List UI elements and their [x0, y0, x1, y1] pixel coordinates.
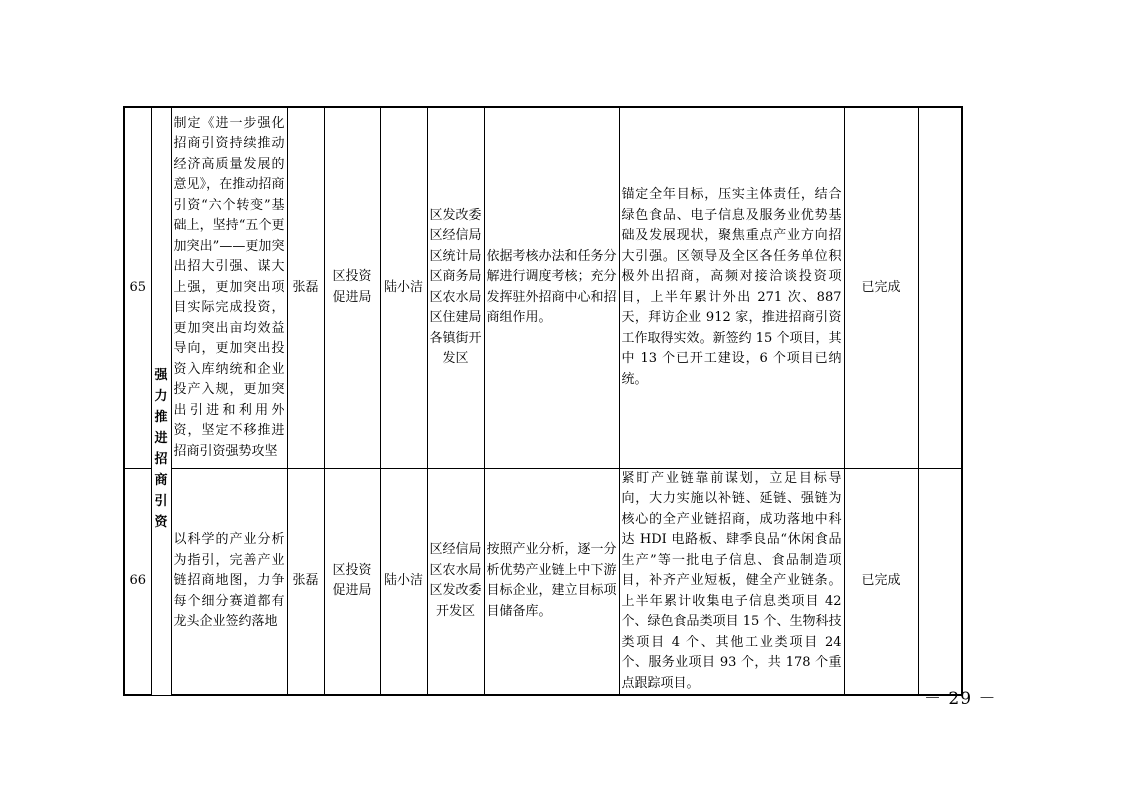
progress: 锚定全年目标，压实主体责任，结合绿色食品、电子信息及服务业优势基础及发展现状，聚焦重点产业方向招大引强。区领导及全区各任务单位积极外出招商，高频对接洽谈投资项目，上半年累计外出 271 次、887 天，拜访企业 912 家，推进招商引资工作取得实效。新签约 15 个项目，其中 13 个已开工建设，6 个项目已纳统。 — [619, 107, 844, 468]
category-cell — [151, 107, 171, 695]
cooperating-units: 区经信局区农水局区发改委开发区 — [427, 468, 484, 695]
progress: 紧盯产业链靠前谋划，立足目标导向，大力实施以补链、延链、强链为核心的全产业链招商，成功落地中科达 HDI 电路板、肆季良品“休闲食品生产”等一批电子信息、食品制造项目，补齐产业短板，健全产业链条。上半年累计收集电子信息类项目 42 个、绿色食品类项目 15 个、生物科技类项目 4 个、其他工业类项目 24 个、服务业项目 93 个，共 178 个重点跟踪项目。 — [619, 468, 844, 695]
task-table — [123, 106, 963, 696]
status: 已完成 — [844, 107, 918, 468]
measures: 依据考核办法和任务分解进行调度考核；充分发挥驻外招商中心和招商组作用。 — [484, 107, 619, 468]
lead-unit: 区投资促进局 — [324, 468, 380, 695]
table-row — [124, 468, 962, 695]
remark — [918, 107, 962, 468]
leader: 张磊 — [287, 468, 324, 695]
task-content: 制定《进一步强化招商引资持续推动经济高质量发展的意见》，在推动招商引资“六个转变”基础上，坚持“五个更加突出”——更加突出招大引强、谋大上强，更加突出项目实际完成投资，更加突出亩均效益导向，更加突出投资入库纳统和企业投产入规，更加突出引进和利用外资，坚定不移推进招商引资强势攻坚 — [171, 107, 287, 468]
remark — [918, 468, 962, 695]
page-number: － 29 － — [924, 689, 997, 709]
lead-unit: 区投资促进局 — [324, 107, 380, 468]
row-number: 66 — [124, 468, 151, 695]
task-content: 以科学的产业分析为指引，完善产业链招商地图，力争每个细分赛道都有龙头企业签约落地 — [171, 468, 287, 695]
category-label: 强力推进招商引资 — [154, 368, 168, 531]
row-number: 65 — [124, 107, 151, 468]
responsible-person: 陆小洁 — [380, 468, 427, 695]
responsible-person: 陆小洁 — [380, 107, 427, 468]
table-row — [124, 107, 962, 468]
measures: 按照产业分析，逐一分析优势产业链上中下游目标企业，建立目标项目储备库。 — [484, 468, 619, 695]
cooperating-units: 区发改委区经信局区统计局区商务局区农水局区住建局各镇街开发区 — [427, 107, 484, 468]
leader: 张磊 — [287, 107, 324, 468]
status: 已完成 — [844, 468, 918, 695]
